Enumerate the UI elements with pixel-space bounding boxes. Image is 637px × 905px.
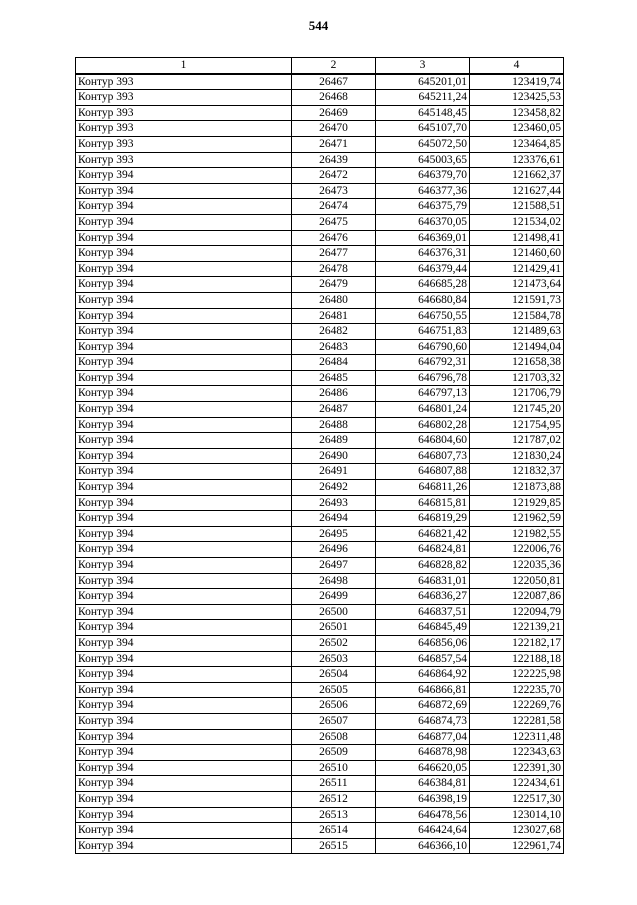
y-coordinate-cell: 121873,88 <box>470 480 564 496</box>
x-coordinate-cell: 646398,19 <box>376 791 470 807</box>
y-coordinate-cell: 123458,82 <box>470 105 564 121</box>
x-coordinate-cell: 646872,69 <box>376 698 470 714</box>
table-row <box>76 277 564 293</box>
point-number-cell: 26508 <box>292 729 376 745</box>
contour-name-cell: Контур 394 <box>76 713 292 729</box>
y-coordinate-cell: 121460,60 <box>470 246 564 262</box>
y-coordinate-cell: 123376,61 <box>470 152 564 168</box>
contour-name-cell: Контур 394 <box>76 511 292 527</box>
point-number-cell: 26467 <box>292 74 376 90</box>
point-number-cell: 26494 <box>292 511 376 527</box>
y-coordinate-cell: 122517,30 <box>470 791 564 807</box>
contour-name-cell: Контур 393 <box>76 152 292 168</box>
table-row <box>76 542 564 558</box>
x-coordinate-cell: 646828,82 <box>376 558 470 574</box>
point-number-cell: 26496 <box>292 542 376 558</box>
point-number-cell: 26487 <box>292 402 376 418</box>
y-coordinate-cell: 121929,85 <box>470 495 564 511</box>
point-number-cell: 26476 <box>292 230 376 246</box>
table-row <box>76 776 564 792</box>
table-row <box>76 838 564 854</box>
contour-name-cell: Контур 394 <box>76 558 292 574</box>
table-row <box>76 511 564 527</box>
point-number-cell: 26505 <box>292 682 376 698</box>
column-header-1: 1 <box>76 58 292 74</box>
y-coordinate-cell: 121588,51 <box>470 199 564 215</box>
point-number-cell: 26471 <box>292 136 376 152</box>
x-coordinate-cell: 646792,31 <box>376 355 470 371</box>
y-coordinate-cell: 123464,85 <box>470 136 564 152</box>
x-coordinate-cell: 646837,51 <box>376 604 470 620</box>
table-row <box>76 464 564 480</box>
point-number-cell: 26491 <box>292 464 376 480</box>
contour-name-cell: Контур 394 <box>76 168 292 184</box>
x-coordinate-cell: 646831,01 <box>376 573 470 589</box>
table-row <box>76 760 564 776</box>
point-number-cell: 26439 <box>292 152 376 168</box>
contour-name-cell: Контур 394 <box>76 214 292 230</box>
y-coordinate-cell: 122225,98 <box>470 667 564 683</box>
y-coordinate-cell: 122235,70 <box>470 682 564 698</box>
x-coordinate-cell: 646845,49 <box>376 620 470 636</box>
point-number-cell: 26510 <box>292 760 376 776</box>
contour-name-cell: Контур 394 <box>76 448 292 464</box>
table-row <box>76 324 564 340</box>
x-coordinate-cell: 646379,70 <box>376 168 470 184</box>
point-number-cell: 26474 <box>292 199 376 215</box>
contour-name-cell: Контур 394 <box>76 464 292 480</box>
point-number-cell: 26506 <box>292 698 376 714</box>
contour-name-cell: Контур 394 <box>76 417 292 433</box>
column-header-4: 4 <box>470 58 564 74</box>
contour-name-cell: Контур 394 <box>76 199 292 215</box>
table-row <box>76 480 564 496</box>
y-coordinate-cell: 122961,74 <box>470 838 564 854</box>
point-number-cell: 26470 <box>292 121 376 137</box>
x-coordinate-cell: 645148,45 <box>376 105 470 121</box>
x-coordinate-cell: 646424,64 <box>376 823 470 839</box>
table-row <box>76 355 564 371</box>
table-row <box>76 589 564 605</box>
point-number-cell: 26486 <box>292 386 376 402</box>
x-coordinate-cell: 646680,84 <box>376 292 470 308</box>
contour-name-cell: Контур 394 <box>76 339 292 355</box>
y-coordinate-cell: 121962,59 <box>470 511 564 527</box>
x-coordinate-cell: 646802,28 <box>376 417 470 433</box>
table-row <box>76 230 564 246</box>
point-number-cell: 26481 <box>292 308 376 324</box>
x-coordinate-cell: 646815,81 <box>376 495 470 511</box>
contour-name-cell: Контур 394 <box>76 620 292 636</box>
point-number-cell: 26489 <box>292 433 376 449</box>
point-number-cell: 26480 <box>292 292 376 308</box>
x-coordinate-cell: 646377,36 <box>376 183 470 199</box>
y-coordinate-cell: 123027,68 <box>470 823 564 839</box>
point-number-cell: 26504 <box>292 667 376 683</box>
point-number-cell: 26498 <box>292 573 376 589</box>
y-coordinate-cell: 122094,79 <box>470 604 564 620</box>
table-row <box>76 168 564 184</box>
y-coordinate-cell: 121498,41 <box>470 230 564 246</box>
x-coordinate-cell: 646807,88 <box>376 464 470 480</box>
contour-name-cell: Контур 394 <box>76 433 292 449</box>
y-coordinate-cell: 123419,74 <box>470 74 564 90</box>
x-coordinate-cell: 646878,98 <box>376 745 470 761</box>
table-row <box>76 495 564 511</box>
y-coordinate-cell: 121494,04 <box>470 339 564 355</box>
contour-name-cell: Контур 394 <box>76 589 292 605</box>
table-row <box>76 698 564 714</box>
y-coordinate-cell: 122050,81 <box>470 573 564 589</box>
y-coordinate-cell: 121591,73 <box>470 292 564 308</box>
point-number-cell: 26513 <box>292 807 376 823</box>
y-coordinate-cell: 121830,24 <box>470 448 564 464</box>
contour-name-cell: Контур 394 <box>76 230 292 246</box>
table-row <box>76 292 564 308</box>
y-coordinate-cell: 121832,37 <box>470 464 564 480</box>
point-number-cell: 26515 <box>292 838 376 854</box>
y-coordinate-cell: 122269,76 <box>470 698 564 714</box>
table-row <box>76 386 564 402</box>
contour-name-cell: Контур 394 <box>76 386 292 402</box>
y-coordinate-cell: 122182,17 <box>470 635 564 651</box>
x-coordinate-cell: 646819,29 <box>376 511 470 527</box>
point-number-cell: 26493 <box>292 495 376 511</box>
contour-name-cell: Контур 393 <box>76 90 292 106</box>
point-number-cell: 26497 <box>292 558 376 574</box>
table-row <box>76 713 564 729</box>
x-coordinate-cell: 646375,79 <box>376 199 470 215</box>
y-coordinate-cell: 122343,63 <box>470 745 564 761</box>
y-coordinate-cell: 122281,58 <box>470 713 564 729</box>
table-row <box>76 90 564 106</box>
contour-name-cell: Контур 394 <box>76 635 292 651</box>
point-number-cell: 26488 <box>292 417 376 433</box>
table-row <box>76 183 564 199</box>
column-header-3: 3 <box>376 58 470 74</box>
x-coordinate-cell: 646376,31 <box>376 246 470 262</box>
y-coordinate-cell: 121534,02 <box>470 214 564 230</box>
table-row <box>76 448 564 464</box>
x-coordinate-cell: 646801,24 <box>376 402 470 418</box>
y-coordinate-cell: 122139,21 <box>470 620 564 636</box>
table-row <box>76 308 564 324</box>
table-row <box>76 823 564 839</box>
y-coordinate-cell: 121584,78 <box>470 308 564 324</box>
x-coordinate-cell: 646685,28 <box>376 277 470 293</box>
contour-name-cell: Контур 394 <box>76 729 292 745</box>
x-coordinate-cell: 646836,27 <box>376 589 470 605</box>
contour-name-cell: Контур 394 <box>76 651 292 667</box>
page-number: 544 <box>308 18 329 33</box>
x-coordinate-cell: 646750,55 <box>376 308 470 324</box>
contour-name-cell: Контур 393 <box>76 121 292 137</box>
point-number-cell: 26502 <box>292 635 376 651</box>
contour-name-cell: Контур 394 <box>76 324 292 340</box>
contour-name-cell: Контур 394 <box>76 480 292 496</box>
x-coordinate-cell: 645003,65 <box>376 152 470 168</box>
table-row <box>76 261 564 277</box>
y-coordinate-cell: 121473,64 <box>470 277 564 293</box>
table-row <box>76 199 564 215</box>
y-coordinate-cell: 123014,10 <box>470 807 564 823</box>
x-coordinate-cell: 646478,56 <box>376 807 470 823</box>
table-row <box>76 667 564 683</box>
table-row <box>76 745 564 761</box>
y-coordinate-cell: 121706,79 <box>470 386 564 402</box>
contour-name-cell: Контур 394 <box>76 807 292 823</box>
table-row <box>76 105 564 121</box>
table-row <box>76 573 564 589</box>
y-coordinate-cell: 121754,95 <box>470 417 564 433</box>
table-row <box>76 152 564 168</box>
table-row <box>76 526 564 542</box>
contour-name-cell: Контур 394 <box>76 745 292 761</box>
x-coordinate-cell: 645107,70 <box>376 121 470 137</box>
contour-name-cell: Контур 394 <box>76 246 292 262</box>
point-number-cell: 26477 <box>292 246 376 262</box>
x-coordinate-cell: 646751,83 <box>376 324 470 340</box>
table-row <box>76 682 564 698</box>
point-number-cell: 26512 <box>292 791 376 807</box>
y-coordinate-cell: 123425,53 <box>470 90 564 106</box>
x-coordinate-cell: 646620,05 <box>376 760 470 776</box>
x-coordinate-cell: 646804,60 <box>376 433 470 449</box>
x-coordinate-cell: 646797,13 <box>376 386 470 402</box>
contour-name-cell: Контур 394 <box>76 838 292 854</box>
point-number-cell: 26507 <box>292 713 376 729</box>
x-coordinate-cell: 645072,50 <box>376 136 470 152</box>
table-row <box>76 620 564 636</box>
contour-name-cell: Контур 393 <box>76 105 292 121</box>
contour-name-cell: Контур 394 <box>76 402 292 418</box>
point-number-cell: 26495 <box>292 526 376 542</box>
coordinates-table <box>75 57 564 854</box>
y-coordinate-cell: 121662,37 <box>470 168 564 184</box>
contour-name-cell: Контур 394 <box>76 261 292 277</box>
y-coordinate-cell: 122035,36 <box>470 558 564 574</box>
contour-name-cell: Контур 394 <box>76 355 292 371</box>
y-coordinate-cell: 121429,41 <box>470 261 564 277</box>
point-number-cell: 26500 <box>292 604 376 620</box>
y-coordinate-cell: 123460,05 <box>470 121 564 137</box>
point-number-cell: 26478 <box>292 261 376 277</box>
contour-name-cell: Контур 394 <box>76 542 292 558</box>
table-header-row <box>76 58 564 74</box>
contour-name-cell: Контур 394 <box>76 495 292 511</box>
contour-name-cell: Контур 394 <box>76 791 292 807</box>
table-row <box>76 433 564 449</box>
contour-name-cell: Контур 394 <box>76 292 292 308</box>
point-number-cell: 26492 <box>292 480 376 496</box>
y-coordinate-cell: 121787,02 <box>470 433 564 449</box>
x-coordinate-cell: 646866,81 <box>376 682 470 698</box>
point-number-cell: 26469 <box>292 105 376 121</box>
table-row <box>76 604 564 620</box>
x-coordinate-cell: 646821,42 <box>376 526 470 542</box>
x-coordinate-cell: 646824,81 <box>376 542 470 558</box>
x-coordinate-cell: 646369,01 <box>376 230 470 246</box>
point-number-cell: 26503 <box>292 651 376 667</box>
point-number-cell: 26514 <box>292 823 376 839</box>
point-number-cell: 26485 <box>292 370 376 386</box>
table-body <box>76 74 564 854</box>
y-coordinate-cell: 121627,44 <box>470 183 564 199</box>
x-coordinate-cell: 646370,05 <box>376 214 470 230</box>
contour-name-cell: Контур 394 <box>76 573 292 589</box>
point-number-cell: 26501 <box>292 620 376 636</box>
x-coordinate-cell: 646811,26 <box>376 480 470 496</box>
y-coordinate-cell: 121745,20 <box>470 402 564 418</box>
contour-name-cell: Контур 394 <box>76 823 292 839</box>
point-number-cell: 26483 <box>292 339 376 355</box>
x-coordinate-cell: 646877,04 <box>376 729 470 745</box>
x-coordinate-cell: 646857,54 <box>376 651 470 667</box>
x-coordinate-cell: 646856,06 <box>376 635 470 651</box>
table-row <box>76 214 564 230</box>
x-coordinate-cell: 646384,81 <box>376 776 470 792</box>
y-coordinate-cell: 121658,38 <box>470 355 564 371</box>
table-row <box>76 729 564 745</box>
table-row <box>76 651 564 667</box>
table-row <box>76 635 564 651</box>
table-row <box>76 558 564 574</box>
y-coordinate-cell: 122391,30 <box>470 760 564 776</box>
point-number-cell: 26499 <box>292 589 376 605</box>
point-number-cell: 26472 <box>292 168 376 184</box>
x-coordinate-cell: 646379,44 <box>376 261 470 277</box>
y-coordinate-cell: 121982,55 <box>470 526 564 542</box>
contour-name-cell: Контур 394 <box>76 776 292 792</box>
contour-name-cell: Контур 394 <box>76 682 292 698</box>
point-number-cell: 26482 <box>292 324 376 340</box>
column-header-2: 2 <box>292 58 376 74</box>
x-coordinate-cell: 646366,10 <box>376 838 470 854</box>
table-row <box>76 807 564 823</box>
x-coordinate-cell: 646807,73 <box>376 448 470 464</box>
y-coordinate-cell: 122087,86 <box>470 589 564 605</box>
x-coordinate-cell: 646874,73 <box>376 713 470 729</box>
x-coordinate-cell: 646864,92 <box>376 667 470 683</box>
y-coordinate-cell: 122311,48 <box>470 729 564 745</box>
x-coordinate-cell: 646796,78 <box>376 370 470 386</box>
point-number-cell: 26473 <box>292 183 376 199</box>
point-number-cell: 26468 <box>292 90 376 106</box>
contour-name-cell: Контур 394 <box>76 526 292 542</box>
point-number-cell: 26479 <box>292 277 376 293</box>
table-row <box>76 136 564 152</box>
contour-name-cell: Контур 394 <box>76 698 292 714</box>
contour-name-cell: Контур 394 <box>76 183 292 199</box>
table-row <box>76 402 564 418</box>
y-coordinate-cell: 122188,18 <box>470 651 564 667</box>
point-number-cell: 26511 <box>292 776 376 792</box>
point-number-cell: 26509 <box>292 745 376 761</box>
table-row <box>76 74 564 90</box>
x-coordinate-cell: 646790,60 <box>376 339 470 355</box>
table-row <box>76 791 564 807</box>
contour-name-cell: Контур 394 <box>76 308 292 324</box>
contour-name-cell: Контур 394 <box>76 370 292 386</box>
table-row <box>76 370 564 386</box>
y-coordinate-cell: 122434,61 <box>470 776 564 792</box>
x-coordinate-cell: 645201,01 <box>376 74 470 90</box>
table-row <box>76 121 564 137</box>
point-number-cell: 26484 <box>292 355 376 371</box>
table-row <box>76 417 564 433</box>
table-row <box>76 246 564 262</box>
point-number-cell: 26490 <box>292 448 376 464</box>
contour-name-cell: Контур 394 <box>76 667 292 683</box>
y-coordinate-cell: 121489,63 <box>470 324 564 340</box>
contour-name-cell: Контур 394 <box>76 760 292 776</box>
contour-name-cell: Контур 393 <box>76 136 292 152</box>
x-coordinate-cell: 645211,24 <box>376 90 470 106</box>
contour-name-cell: Контур 393 <box>76 74 292 90</box>
point-number-cell: 26475 <box>292 214 376 230</box>
table-row <box>76 339 564 355</box>
y-coordinate-cell: 121703,32 <box>470 370 564 386</box>
contour-name-cell: Контур 394 <box>76 277 292 293</box>
y-coordinate-cell: 122006,76 <box>470 542 564 558</box>
contour-name-cell: Контур 394 <box>76 604 292 620</box>
